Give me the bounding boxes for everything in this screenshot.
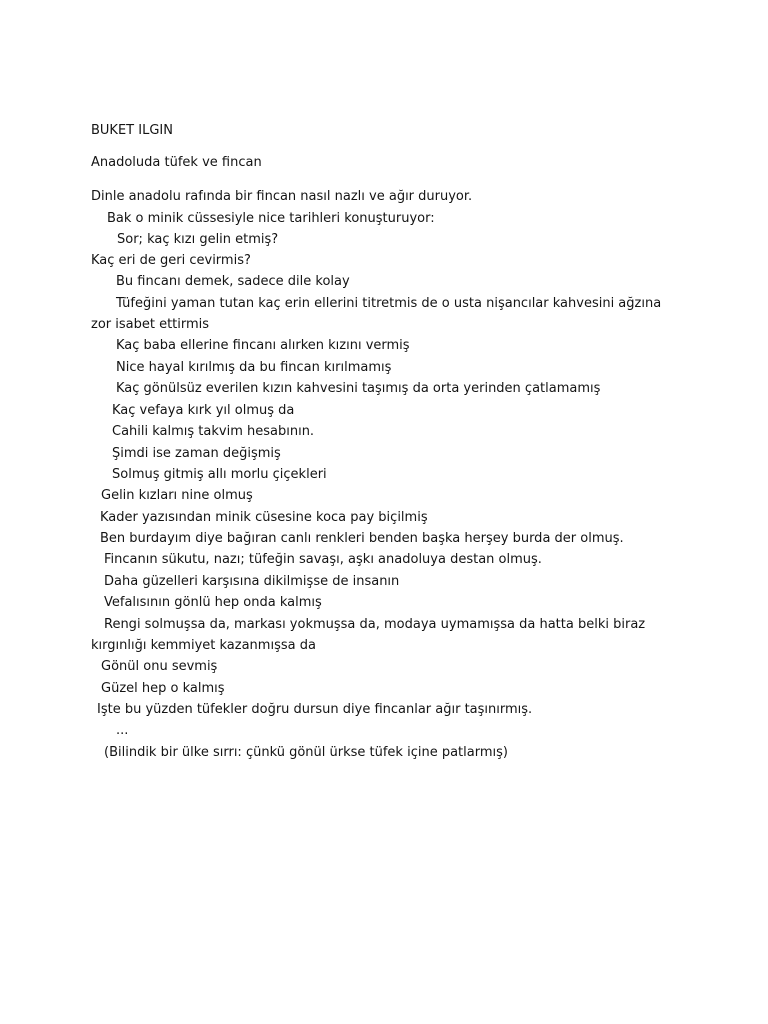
poem-line: Bu fincanı demek, sadece dile kolay — [116, 274, 350, 289]
poem-line: Ben burdayım diye bağıran canlı renkleri benden başka herşey burda der olmuş. — [100, 531, 624, 546]
poem-line: Kaç vefaya kırk yıl olmuş da — [112, 403, 295, 418]
poem-line: Nice hayal kırılmış da bu fincan kırılmamış — [116, 360, 392, 375]
poem-line: Şimdi ise zaman değişmiş — [112, 446, 281, 461]
poem-line: kırgınlığı kemmiyet kazanmışsa da — [91, 638, 316, 653]
poem-line: Işte bu yüzden tüfekler doğru dursun diye fincanlar ağır taşınırmış. — [97, 702, 533, 717]
poem-line: Kader yazısından minik cüsesine koca pay biçilmiş — [100, 510, 428, 525]
poem-line: Cahili kalmış takvim hesabının. — [112, 424, 315, 439]
poem-line: ... — [116, 723, 129, 738]
document-title: Anadoluda tüfek ve fincan — [91, 155, 262, 170]
poem-line: zor isabet ettirmis — [91, 317, 210, 332]
poem-line: Tüfeğini yaman tutan kaç erin ellerini titretmis de o usta nişancılar kahvesini ağzına — [116, 296, 662, 311]
poem-line: Kaç baba ellerine fincanı alırken kızını vermiş — [116, 338, 410, 353]
poem-line: Dinle anadolu rafında bir fincan nasıl nazlı ve ağır duruyor. — [91, 189, 473, 204]
poem-line: Güzel hep o kalmış — [101, 681, 225, 696]
poem-line: Kaç gönülsüz everilen kızın kahvesini taşımış da orta yerinden çatlamamış — [116, 381, 601, 396]
poem-line: Solmuş gitmiş allı morlu çiçekleri — [112, 467, 327, 482]
poem-line: Rengi solmuşsa da, markası yokmuşsa da, modaya uymamışsa da hatta belki biraz — [104, 617, 646, 632]
poem-line: Kaç eri de geri cevirmis? — [91, 253, 251, 268]
poem-line: Bak o minik cüssesiyle nice tarihleri konuşturuyor: — [107, 211, 435, 226]
poem-line: Gelin kızları nine olmuş — [101, 488, 253, 503]
poem-line: (Bilindik bir ülke sırrı: çünkü gönül ürkse tüfek içine patlarmış) — [104, 745, 508, 760]
poem-line: Vefalısının gönlü hep onda kalmış — [104, 595, 322, 610]
poem-line: Sor; kaç kızı gelin etmiş? — [117, 232, 279, 247]
poem-line: Daha güzelleri karşısına dikilmişse de insanın — [104, 574, 400, 589]
poem-line: Fincanın sükutu, nazı; tüfeğin savaşı, aşkı anadoluya destan olmuş. — [104, 552, 542, 567]
poem-line: Gönül onu sevmiş — [101, 659, 218, 674]
author-name: BUKET ILGIN — [91, 123, 173, 138]
